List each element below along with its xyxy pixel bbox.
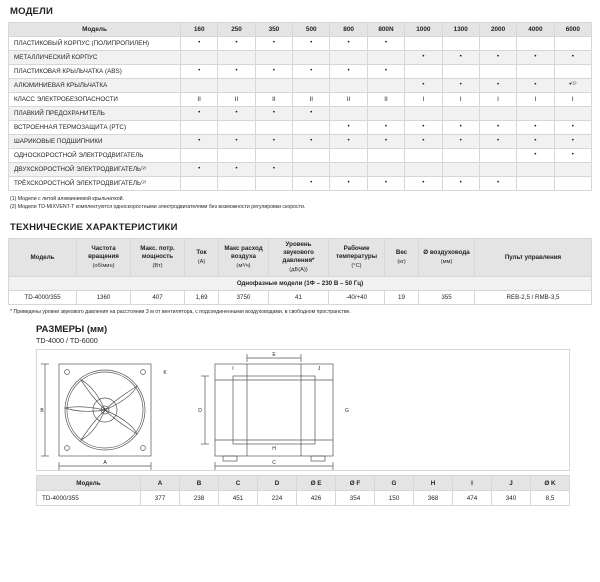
models-cell [554,65,591,79]
models-col-1300: 1300 [442,23,479,37]
models-cell [181,177,218,191]
models-cell: • [293,107,330,121]
models-cell [517,163,554,177]
models-cell: • [218,37,255,51]
models-cell [330,107,367,121]
table-row [9,149,592,163]
dim-col-h: H [414,476,453,491]
models-table-header-row [9,23,592,37]
models-cell [554,107,591,121]
models-cell: • [255,37,292,51]
models-cell [218,149,255,163]
models-cell: I [517,93,554,107]
models-cell: • [479,177,516,191]
table-row [37,491,570,506]
models-cell: • [442,135,479,149]
tech-col-current: Ток (А) [185,239,219,277]
models-cell: II [255,93,292,107]
tech-cell-rpm: 1360 [77,291,131,305]
dim-col-d: D [258,476,297,491]
models-cell: • [554,51,591,65]
models-cell [293,163,330,177]
models-row-label: ТРЁХСКОРОСТНОЙ ЭЛЕКТРОДВИГАТЕЛЬ⁽²⁾ [9,177,181,191]
tech-band-label: Однофазные модели (1Ф – 230 В – 50 Гц) [9,277,592,291]
models-cell: I [442,93,479,107]
models-cell: • [367,37,404,51]
models-cell: I [554,93,591,107]
models-cell: I [405,93,442,107]
models-cell: • [330,177,367,191]
models-cell: • [181,163,218,177]
models-cell: • [367,177,404,191]
dimension-drawing-svg [37,350,587,470]
models-cell: • [405,135,442,149]
models-cell: • [330,65,367,79]
models-cell: • [405,51,442,65]
table-row [9,65,592,79]
models-cell: • [442,51,479,65]
models-row-label: КЛАСС ЭЛЕКТРОБЕЗОПАСНОСТИ [9,93,181,107]
models-col-1000: 1000 [405,23,442,37]
dim-cell-j: 340 [492,491,531,506]
models-cell [255,79,292,93]
dim-col-i: I [453,476,492,491]
models-cell [218,51,255,65]
models-cell: • [479,121,516,135]
models-cell [255,51,292,65]
dim-label-b: B [40,408,44,415]
models-cell: • [218,65,255,79]
models-cell [517,65,554,79]
models-cell [330,163,367,177]
models-cell: II [218,93,255,107]
tech-cell-airflow: 3750 [219,291,269,305]
models-cell [293,79,330,93]
models-col-6000: 6000 [554,23,591,37]
models-cell: • [517,149,554,163]
models-cell [293,51,330,65]
dim-label-d: D [198,408,202,415]
dimensions-table [36,475,570,506]
models-cell [405,65,442,79]
dim-cell-d: 224 [258,491,297,506]
tech-col-sound: Уровень звукового давления* (дБ(А)) [269,239,329,277]
models-cell [554,37,591,51]
models-cell: • [554,121,591,135]
models-cell [293,121,330,135]
models-cell: • [405,79,442,93]
models-cell [442,149,479,163]
models-cell [479,37,516,51]
models-cell [330,79,367,93]
dimensions-subtitle: TD-4000 / TD-6000 [36,336,98,346]
models-cell: II [181,93,218,107]
dim-col-j: J [492,476,531,491]
footnote-2: (2) Модели TD-MIXVENT-T комплектуются односкоростными электродвигателями без возможности регулировки скорости. [10,204,306,211]
tech-section-title: ТЕХНИЧЕСКИЕ ХАРАКТЕРИСТИКИ [10,222,178,234]
models-cell: • [330,135,367,149]
tech-band-row [9,277,592,291]
models-cell [517,177,554,191]
models-cell: II [293,93,330,107]
models-cell [367,149,404,163]
models-cell [218,177,255,191]
models-cell: • [293,135,330,149]
models-cell [442,37,479,51]
models-cell: •⁽¹⁾ [554,79,591,93]
models-cell: II [367,93,404,107]
models-cell [255,149,292,163]
tech-cell-weight: 19 [385,291,419,305]
models-cell: • [330,121,367,135]
models-cell: • [181,65,218,79]
models-cell: • [181,135,218,149]
dim-col-model: Модель [37,476,141,491]
models-cell [479,107,516,121]
models-col-500: 500 [293,23,330,37]
models-col-2000: 2000 [479,23,516,37]
models-cell [479,149,516,163]
tech-cell-temperature: -40/+40 [329,291,385,305]
models-cell: • [479,79,516,93]
dim-cell-k: 8,5 [531,491,570,506]
table-row [9,135,592,149]
dim-label-c: C [272,460,276,467]
models-cell: • [405,177,442,191]
models-cell: • [479,51,516,65]
table-row [9,121,592,135]
dim-col-e: Ø E [297,476,336,491]
models-cell: • [367,121,404,135]
models-cell [405,107,442,121]
models-cell: • [255,107,292,121]
table-row [9,177,592,191]
dim-label-a: A [103,460,107,467]
models-col-800: 800 [330,23,367,37]
models-cell: • [517,79,554,93]
models-cell [367,107,404,121]
models-cell [405,163,442,177]
models-row-label: ДВУХСКОРОСТНОЙ ЭЛЕКТРОДВИГАТЕЛЬ⁽²⁾ [9,163,181,177]
models-cell: • [255,135,292,149]
models-cell: • [442,121,479,135]
models-cell: • [181,107,218,121]
dim-label-h: H [272,446,276,453]
tech-col-model: Модель [9,239,77,277]
dim-col-g: G [375,476,414,491]
tech-cell-power: 407 [131,291,185,305]
models-section-title: МОДЕЛИ [10,6,53,17]
dim-label-i: I [232,366,234,373]
dimensions-section [8,324,592,506]
models-cell [181,121,218,135]
models-cell [255,177,292,191]
models-cell [479,65,516,79]
table-row [9,291,592,305]
models-cell [181,51,218,65]
tech-specs-table [8,238,592,305]
models-cell [293,149,330,163]
models-cell [517,107,554,121]
dim-cell-b: 238 [180,491,219,506]
tech-col-temperature: Рабочие температуры (°C) [329,239,385,277]
models-cell: • [405,121,442,135]
models-cell [405,37,442,51]
models-cell: • [517,121,554,135]
dim-cell-model: TD-4000/355 [37,491,141,506]
dim-col-k: Ø K [531,476,570,491]
models-cell [330,51,367,65]
models-row-label: ПЛАВКИЙ ПРЕДОХРАНИТЕЛЬ [9,107,181,121]
table-row [9,51,592,65]
models-footnotes [10,195,592,211]
dim-label-j: J [317,366,321,373]
table-row [9,163,592,177]
tech-col-controller: Пульт управления [475,239,592,277]
tech-cell-duct-diameter: 355 [419,291,475,305]
models-row-label: ПЛАСТИКОВАЯ КРЫЛЬЧАТКА (ABS) [9,65,181,79]
table-row [9,37,592,51]
dim-cell-h: 368 [414,491,453,506]
models-col-model: Модель [9,23,181,37]
models-cell [218,121,255,135]
models-row-label: АЛЮМИНИЕВАЯ КРЫЛЬЧАТКА [9,79,181,93]
models-cell [255,121,292,135]
models-cell: I [479,93,516,107]
dim-label-f: F [103,408,107,415]
models-cell [554,163,591,177]
tech-col-power: Макс. потр. мощность (Вт) [131,239,185,277]
models-col-350: 350 [255,23,292,37]
models-cell: • [218,163,255,177]
tech-col-weight: Вес (кг) [385,239,419,277]
models-row-label: ШАРИКОВЫЕ ПОДШИПНИКИ [9,135,181,149]
models-cell: • [367,65,404,79]
dimension-drawing [36,349,570,471]
models-cell [442,65,479,79]
table-row [9,79,592,93]
models-cell: • [330,37,367,51]
models-cell [181,79,218,93]
table-row [9,107,592,121]
dim-col-f: Ø F [336,476,375,491]
models-cell: • [479,135,516,149]
models-row-label: ОДНОСКОРОСТНОЙ ЭЛЕКТРОДВИГАТЕЛЬ [9,149,181,163]
models-cell: II [330,93,367,107]
models-cell [330,149,367,163]
tech-cell-controller: REB-2,5 / RMB-3,5 [475,291,592,305]
dim-cell-a: 377 [141,491,180,506]
models-cell: • [218,135,255,149]
models-cell [554,177,591,191]
dim-cell-e: 426 [297,491,336,506]
models-cell: • [442,177,479,191]
models-table [8,22,592,191]
models-cell [367,51,404,65]
models-cell: • [367,135,404,149]
dimensions-title: РАЗМЕРЫ (мм) [36,324,108,336]
models-col-800n: 800N [367,23,404,37]
tech-cell-current: 1,69 [185,291,219,305]
models-row-label: ВСТРОЕННАЯ ТЕРМОЗАЩИТА (PTC) [9,121,181,135]
dim-cell-g: 150 [375,491,414,506]
dim-cell-f: 354 [336,491,375,506]
footnote-1: (1) Модели с литой алюминиевой крыльчаткой. [10,196,124,202]
tech-header-row [9,239,592,277]
models-row-label: ПЛАСТИКОВЫЙ КОРПУС (ПОЛИПРОПИЛЕН) [9,37,181,51]
tech-cell-model: TD-4000/355 [9,291,77,305]
dim-col-c: C [219,476,258,491]
dimensions-header-row [37,476,570,491]
models-cell: • [293,37,330,51]
models-cell [218,79,255,93]
models-cell: • [181,37,218,51]
models-cell: • [218,107,255,121]
models-cell [479,163,516,177]
dim-label-k: K [163,370,167,377]
dim-col-a: A [141,476,180,491]
models-cell: • [554,135,591,149]
models-cell [367,163,404,177]
tech-col-rpm: Частота вращения (об/мин) [77,239,131,277]
tech-col-duct-diameter: Ø воздуховода (мм) [419,239,475,277]
tech-note: * Приведены уровни звукового давления на расстоянии 3 м от вентилятора, с подсоединенными воздуховодами, в свободном пространстве. [10,309,351,316]
tech-cell-sound: 41 [269,291,329,305]
models-cell: • [554,149,591,163]
tech-col-airflow: Макс расход воздуха (м³/ч) [219,239,269,277]
models-col-250: 250 [218,23,255,37]
models-cell [181,149,218,163]
models-cell [367,79,404,93]
models-cell: • [255,65,292,79]
models-col-160: 160 [181,23,218,37]
dim-label-e: E [272,352,276,359]
models-cell [517,37,554,51]
dim-cell-i: 474 [453,491,492,506]
models-col-4000: 4000 [517,23,554,37]
models-cell [405,149,442,163]
models-row-label: МЕТАЛЛИЧЕСКИЙ КОРПУС [9,51,181,65]
models-cell: • [517,51,554,65]
models-cell: • [442,79,479,93]
models-cell: • [255,163,292,177]
models-cell [442,163,479,177]
dim-cell-c: 451 [219,491,258,506]
models-cell [442,107,479,121]
table-row [9,93,592,107]
models-cell: • [517,135,554,149]
dim-col-b: B [180,476,219,491]
dim-label-g: G [345,408,349,415]
models-cell: • [293,177,330,191]
models-cell: • [293,65,330,79]
